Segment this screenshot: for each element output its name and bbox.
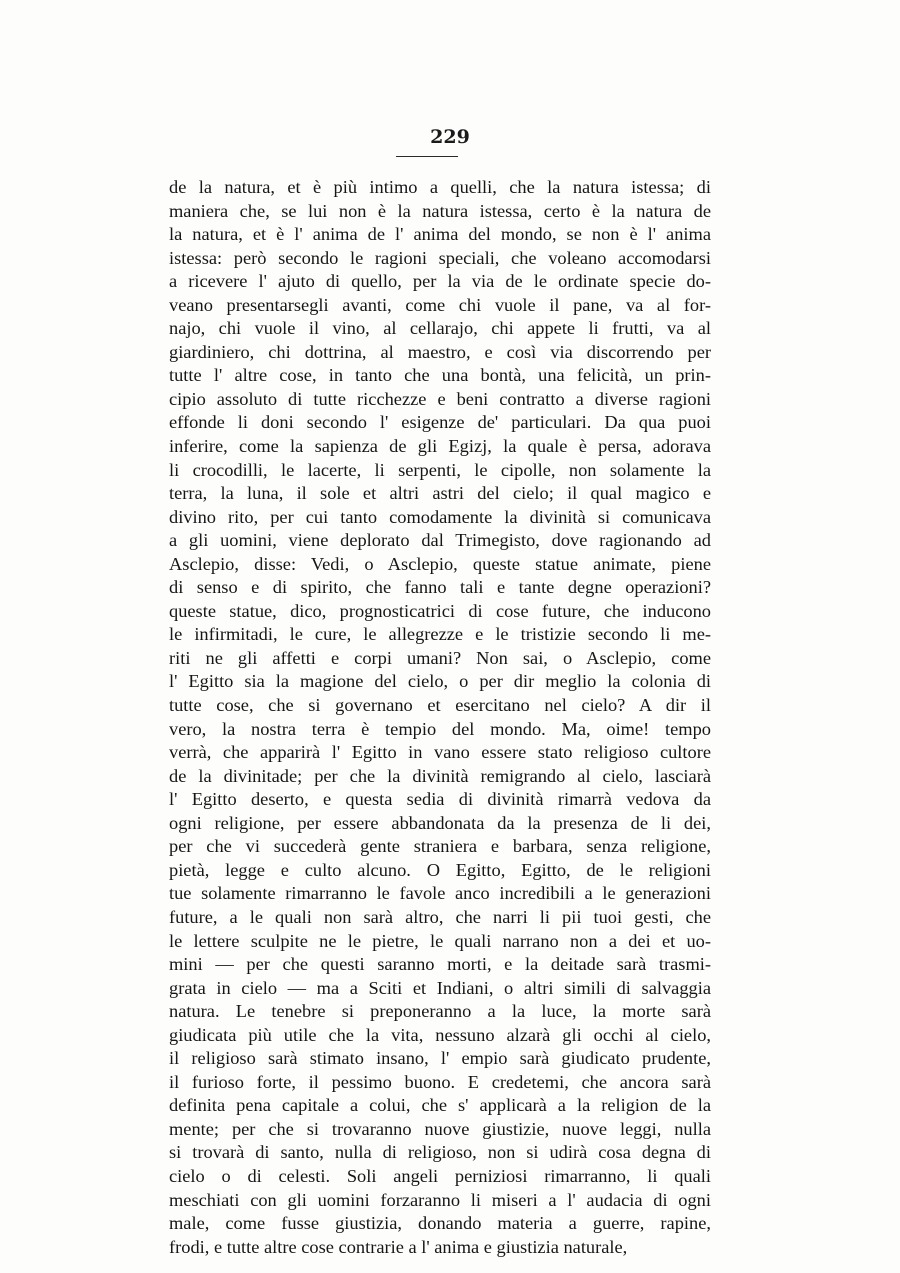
- text-line: terra, la luna, il sole et altri astri del cielo; il qual magico e: [169, 483, 711, 504]
- text-line: divino rito, per cui tanto comodamente la divinità si comunicava: [169, 506, 711, 527]
- text-line: cipio assoluto di tutte ricchezze e beni contratto a diverse ragioni: [169, 388, 711, 409]
- text-line: meschiati con gli uomini forzaranno li miseri a l' audacia di ogni: [169, 1189, 711, 1210]
- text-line: vero, la nostra terra è tempio del mondo. Ma, oime! tempo: [169, 718, 711, 739]
- text-line: tutte l' altre cose, in tanto che una bontà, una felicità, un prin-: [169, 365, 711, 386]
- text-line: per che vi succederà gente straniera e barbara, senza religione,: [169, 836, 711, 857]
- text-line: la natura, et è l' anima de l' anima del mondo, se non è l' anima: [169, 224, 711, 245]
- text-line: a gli uomini, viene deplorato dal Trimegisto, dove ragionando ad: [169, 530, 711, 551]
- text-line: effonde li doni secondo l' esigenze de' particulari. Da qua puoi: [169, 412, 711, 433]
- text-line: male, come fusse giustizia, donando materia a guerre, rapine,: [169, 1213, 711, 1234]
- text-line: verrà, che apparirà l' Egitto in vano essere stato religioso cultore: [169, 742, 711, 763]
- text-line: le lettere sculpite ne le pietre, le quali narrano non a dei et uo-: [169, 930, 711, 951]
- text-line: a ricevere l' ajuto di quello, per la via de le ordinate specie do-: [169, 271, 711, 292]
- text-line: grata in cielo — ma a Sciti et Indiani, o altri simili di salvaggia: [169, 977, 711, 998]
- text-line: queste statue, dico, prognosticatrici di cose future, che inducono: [169, 600, 711, 621]
- text-line: de la natura, et è più intimo a quelli, che la natura istessa; di: [169, 177, 711, 197]
- text-line: tutte cose, che si governano et esercitano nel cielo? A dir il: [169, 695, 711, 716]
- text-line: Asclepio, disse: Vedi, o Asclepio, queste statue animate, piene: [169, 553, 711, 574]
- text-line: najo, chi vuole il vino, al cellarajo, chi appete li frutti, va al: [169, 318, 711, 339]
- text-line: mente; per che si trovaranno nuove giustizie, nuove leggi, nulla: [169, 1118, 711, 1139]
- text-line: di senso e di spirito, che fanno tali e tante degne operazioni?: [169, 577, 711, 598]
- text-line: giardiniero, chi dottrina, al maestro, e così via discorrendo per: [169, 341, 711, 362]
- text-line: mini — per che questi saranno morti, e la deitade sarà trasmi-: [169, 954, 711, 975]
- text-line: l' Egitto deserto, e questa sedia di divinità rimarrà vedova da: [169, 789, 711, 810]
- text-line: definita pena capitale a colui, che s' applicarà a la religion de la: [169, 1095, 711, 1116]
- text-line: le infirmitadi, le cure, le allegrezze e le tristizie secondo li me-: [169, 624, 711, 645]
- text-line: maniera che, se lui non è la natura istessa, certo è la natura de: [169, 200, 711, 221]
- text-line: pietà, legge e culto alcuno. O Egitto, Egitto, de le religioni: [169, 859, 711, 880]
- text-line: il furioso forte, il pessimo buono. E credetemi, che ancora sarà: [169, 1071, 711, 1092]
- text-line: frodi, e tutte altre cose contrarie a l' anima e giustizia naturale,: [169, 1236, 628, 1257]
- body-text: [169, 176, 711, 1259]
- page-number: 229: [430, 126, 470, 148]
- text-line: inferire, come la sapienza de gli Egizj, la quale è persa, adorava: [169, 436, 711, 457]
- text-line: veano presentarsegli avanti, come chi vuole il pane, va al for-: [169, 294, 711, 315]
- text-line: li crocodilli, le lacerte, li serpenti, le cipolle, non solamente la: [169, 459, 711, 480]
- header-rule: [396, 156, 458, 157]
- text-line: riti ne gli affetti e corpi umani? Non sai, o Asclepio, come: [169, 647, 711, 668]
- text-line: ogni religione, per essere abbandonata da la presenza de li dei,: [169, 812, 711, 833]
- text-line: giudicata più utile che la vita, nessuno alzarà gli occhi al cielo,: [169, 1024, 711, 1045]
- text-line: cielo o di celesti. Soli angeli perniziosi rimarranno, li quali: [169, 1165, 711, 1186]
- text-line: de la divinitade; per che la divinità remigrando al cielo, lasciarà: [169, 765, 711, 786]
- text-line: istessa: però secondo le ragioni speciali, che voleano accomodarsi: [169, 247, 711, 268]
- text-line: il religioso sarà stimato insano, l' empio sarà giudicato prudente,: [169, 1048, 711, 1069]
- text-line: si trovarà di santo, nulla di religioso, non si udirà cosa degna di: [169, 1142, 711, 1163]
- text-line: tue solamente rimarranno le favole anco incredibili a le generazioni: [169, 883, 711, 904]
- text-line: natura. Le tenebre si preponeranno a la luce, la morte sarà: [169, 1001, 711, 1022]
- text-line: future, a le quali non sarà altro, che narri li pii tuoi gesti, che: [169, 906, 711, 927]
- text-line: l' Egitto sia la magione del cielo, o per dir meglio la colonia di: [169, 671, 711, 692]
